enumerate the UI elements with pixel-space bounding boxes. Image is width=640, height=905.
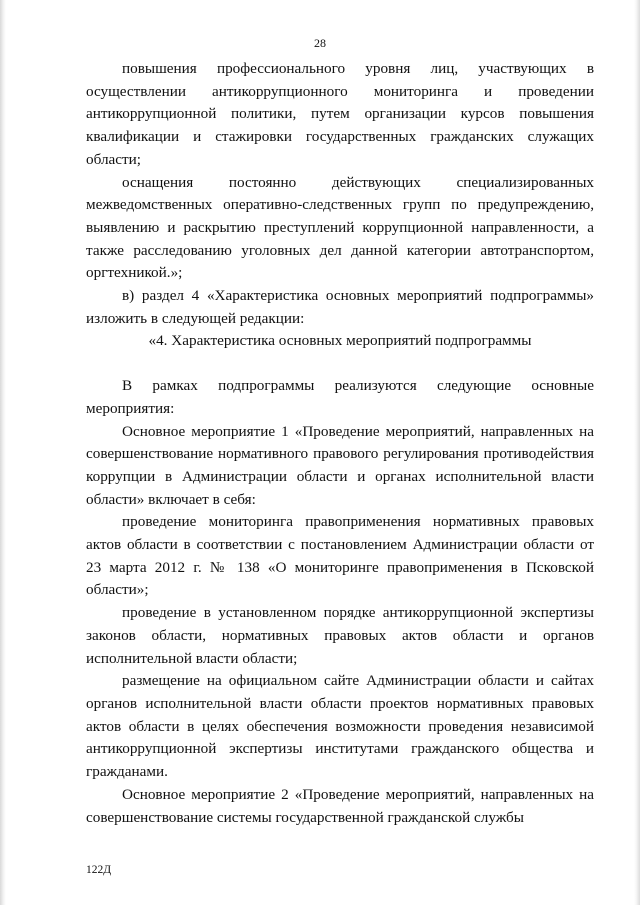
paragraph-publication: размещение на официальном сайте Администрации области и сайтах органов исполнительной власти области проектов нормативных правовых актов области в целях обеспечения возможности проведения независимой антикоррупционной экспертизы институтами гражданского общества и гражданами. xyxy=(86,672,594,781)
paragraph-expertise: проведение в установленном порядке антикоррупционной экспертизы законов области, нормативных правовых актов области и органов исполнительной власти области; xyxy=(86,604,594,667)
paragraph-main-activity-2: Основное мероприятие 2 «Проведение мероприятий, направленных на совершенствование системы государственной гражданской службы xyxy=(86,785,594,826)
footer-document-code: 122Д xyxy=(86,864,112,876)
section-heading: «4. Характеристика основных мероприятий подпрограммы xyxy=(148,332,532,350)
page-number: 28 xyxy=(314,36,326,50)
document-body xyxy=(86,58,594,829)
paragraph-courses: повышения профессионального уровня лиц, участвующих в осуществлении антикоррупционного мониторинга и проведении антикоррупционной политики, путем организации курсов повышения квалификации и стажировки государственных гражданских служащих области; xyxy=(86,60,594,168)
paragraph-equipment: оснащения постоянно действующих специализированных межведомственных оперативно-следственных групп по предупреждению, выявлению и раскрытию преступлений коррупционной направленности, а также расследованию уголовных дел данной категории автотранспортом, оргтехникой.»; xyxy=(86,173,594,282)
paragraph-main-activities-intro: В рамках подпрограммы реализуются следующие основные мероприятия: xyxy=(86,377,594,417)
paragraph-main-activity-1: Основное мероприятие 1 «Проведение мероприятий, направленных на совершенствование нормативного правового регулирования противодействия коррупции в Администрации области и органах исполнительной власти области» включает в себя: xyxy=(86,422,594,508)
scan-edge-right xyxy=(634,0,640,905)
paragraph-section-4-amendment: в) раздел 4 «Характеристика основных мероприятий подпрограммы» изложить в следующей редакции: xyxy=(86,287,594,327)
section-gap xyxy=(86,353,594,375)
paragraph-monitoring: проведение мониторинга правоприменения нормативных правовых актов области в соответствии с постановлением Администрации области от 23 марта 2012 г. № 138 «О мониторинге правоприменения в Псковской области»; xyxy=(86,513,594,599)
scan-edge-left xyxy=(0,0,6,905)
